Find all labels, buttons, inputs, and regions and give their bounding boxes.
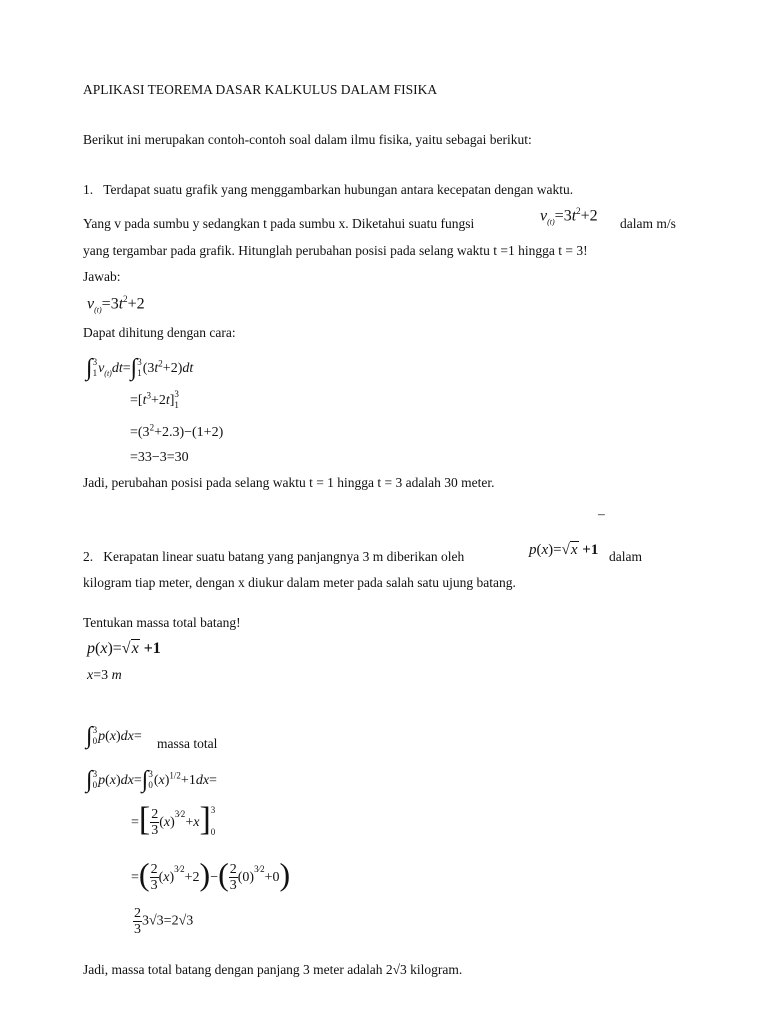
problem1-line2-text: Yang v pada sumbu y sedangkan t pada sumbu x. Diketahui suatu fungsi bbox=[83, 216, 475, 231]
integral-step-3: $=(3^2+2.3)-(1+2)$ bbox=[130, 422, 224, 440]
problem1-conclusion: Jadi, perubahan posisi pada selang waktu t = 1 hingga t = 3 adalah 30 meter. bbox=[83, 475, 495, 490]
problem1-number: 1. bbox=[83, 182, 94, 197]
mass-step-4: $\frac{2}{3}$ 3√3=2√3 bbox=[134, 906, 194, 937]
problem2-line1 bbox=[83, 549, 464, 565]
problem2-number: 2. bbox=[83, 549, 94, 564]
mass-step-1: ∫ 3 0 p(x)dx=∫ 3 0 $(x)^{1/2}+1dx=$ bbox=[86, 767, 217, 793]
integral-step-2: $=[t^3+2t]$ 3 1 bbox=[130, 389, 179, 410]
problem2-line1-text: Kerapatan linear suatu batang yang panjangnya 3 m diberikan oleh bbox=[103, 549, 465, 564]
problem2-dalam: dalam bbox=[609, 549, 642, 564]
problem1-line3: yang tergambar pada grafik. Hitunglah perubahan posisi pada selang waktu t =1 hingga t = 3! bbox=[83, 243, 588, 258]
stray-dash: – bbox=[598, 506, 605, 521]
problem2-task: Tentukan massa total batang! bbox=[83, 615, 241, 630]
massa-total-label: massa total bbox=[157, 736, 218, 751]
integral-step-4: =33−3=30 bbox=[130, 450, 189, 465]
mass-step-2: =[ $\frac{2}{3}$ $(x)^{3⁄2}+x$] 3 0 bbox=[131, 801, 216, 839]
page-title: APLIKASI TEOREMA DASAR KALKULUS DALAM FISIKA bbox=[83, 82, 438, 97]
problem2-conclusion: Jadi, massa total batang dengan panjang 3 meter adalah 2√3 kilogram. bbox=[83, 962, 463, 977]
velocity-equation: $v_{(t)}=3t^2+2$ bbox=[87, 294, 145, 315]
mass-step-3: =( $\frac{2}{3}$ $(x)^{3⁄2}+2)-$( $\frac{2}{3}$ $(0)^{3⁄2}+0$) bbox=[131, 856, 291, 894]
density-equation: p(x)=√x +1 bbox=[87, 640, 161, 657]
density-function-inline: p(x)=√x +1 bbox=[529, 542, 599, 558]
problem1-function-inline: $v_{(t)}=3t^2+2$ bbox=[540, 206, 598, 227]
mass-integral-definition: ∫ 3 0 p(x)dx= bbox=[86, 723, 142, 749]
problem1-line1-text: Terdapat suatu grafik yang menggambarkan hubungan antara kecepatan dengan waktu. bbox=[103, 182, 574, 197]
intro-text: Berikut ini merupakan contoh-contoh soal dalam ilmu fisika, yaitu sebagai berikut: bbox=[83, 132, 532, 147]
problem2-line2: kilogram tiap meter, dengan x diukur dalam meter pada salah satu ujung batang. bbox=[83, 575, 516, 590]
problem1-line1 bbox=[83, 182, 573, 198]
integral-step-1: ∫ 3 1 $v_{(t)}dt=\int$ 3 1 $(3t^2+2)dt$ bbox=[86, 355, 194, 381]
method-text: Dapat dihitung dengan cara: bbox=[83, 325, 236, 340]
length-equation: x=3 m bbox=[87, 668, 122, 683]
answer-label: Jawab: bbox=[83, 269, 121, 284]
problem1-unit: dalam m/s bbox=[620, 216, 676, 231]
